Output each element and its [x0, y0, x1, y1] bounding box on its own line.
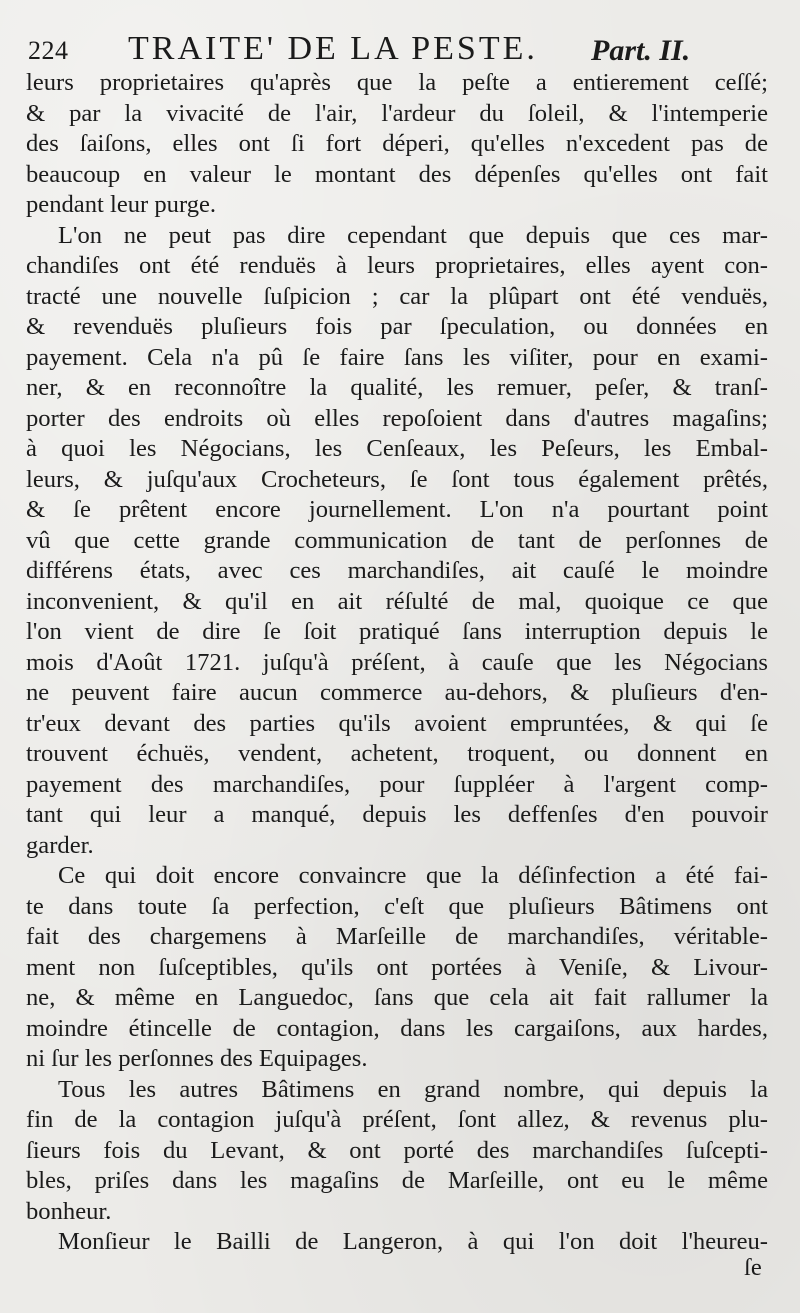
text-line: l'on vient de dire ſe ſoit pratiqué ſans interruption depuis le — [26, 618, 768, 645]
text-line: beaucoup en valeur le montant des dépenſes qu'elles ont fait — [26, 160, 768, 188]
text-line: L'on ne peut pas dire cependant que depuis que ces mar- — [58, 221, 768, 249]
text-line: porter des endroits où elles repoſoient dans d'autres magaſins; — [26, 404, 768, 432]
body-text — [26, 68, 768, 1258]
text-line: & revenduës pluſieurs fois par ſpeculation, ou données en — [26, 313, 768, 340]
text-line: tant qui leur a manqué, depuis les deffenſes d'en pouvoir — [26, 801, 768, 828]
text-line: chandiſes ont été renduës à leurs proprietaires, elles ayent con- — [26, 252, 768, 279]
text-line: payement. Cela n'a pû ſe faire ſans les viſiter, pour en exami- — [26, 343, 768, 371]
catchword: ſe — [744, 1254, 762, 1281]
text-line: mois d'Août 1721. juſqu'à préſent, à cauſe que les Négocians — [26, 648, 768, 676]
text-line: ner, & en reconnoître la qualité, les remuer, peſer, & tranſ- — [26, 374, 768, 401]
text-line: ne peuvent faire aucun commerce au-dehors, & pluſieurs d'en- — [26, 679, 768, 706]
page-header — [28, 30, 773, 70]
text-line: pendant leur purge. — [26, 191, 217, 218]
text-line: ment non ſuſceptibles, qu'ils ont portées à Veniſe, & Livour- — [26, 953, 768, 981]
text-line: ni ſur les perſonnes des Equipages. — [26, 1045, 368, 1072]
text-line: tr'eux devant des parties qu'ils avoient empruntées, & qui ſe — [26, 709, 768, 737]
text-line: ſieurs fois du Levant, & ont porté des marchandiſes ſuſcepti- — [26, 1136, 768, 1164]
text-line: payement des marchandiſes, pour ſuppléer à l'argent comp- — [26, 770, 768, 798]
text-line: Ce qui doit encore convaincre que la déſinfection a été fai- — [58, 862, 768, 889]
text-line: & par la vivacité de l'air, l'ardeur du ſoleil, & l'intemperie — [26, 99, 768, 127]
text-line: des ſaiſons, elles ont ſi fort déperi, qu'elles n'excedent pas de — [26, 130, 768, 157]
text-line: fait des chargemens à Marſeille de marchandiſes, véritable- — [26, 923, 768, 950]
page-number: 224 — [28, 36, 69, 65]
text-line: ne, & même en Languedoc, ſans que cela ait fait rallumer la — [26, 984, 768, 1011]
text-line: leurs, & juſqu'aux Crocheteurs, ſe ſont tous également prêtés, — [26, 465, 768, 493]
text-line: vû que cette grande communication de tant de perſonnes de — [26, 526, 768, 554]
text-line: bles, priſes dans les magaſins de Marſeille, ont eu le même — [26, 1167, 768, 1194]
text-line: trouvent échuës, vendent, achetent, troquent, ou donnent en — [26, 740, 768, 767]
text-line: leurs proprietaires qu'après que la peſte a entierement ceſſé; — [26, 69, 768, 96]
text-line: différens états, avec ces marchandiſes, ait cauſé le moindre — [26, 557, 768, 584]
text-line: à quoi les Négocians, les Cenſeaux, les Peſeurs, les Embal- — [26, 435, 768, 462]
text-line: Tous les autres Bâtimens en grand nombre, qui depuis la — [58, 1075, 768, 1103]
text-line: bonheur. — [26, 1197, 112, 1225]
text-line: inconvenient, & qu'il en ait réſulté de mal, quoique ce que — [26, 587, 768, 615]
text-line: moindre étincelle de contagion, dans les cargaiſons, aux hardes, — [26, 1014, 768, 1042]
text-line: tracté une nouvelle ſuſpicion ; car la plûpart ont été venduës, — [26, 282, 768, 310]
text-line: fin de la contagion juſqu'à préſent, ſont allez, & revenus plu- — [26, 1106, 768, 1133]
text-line: Monſieur le Bailli de Langeron, à qui l'on doit l'heureu- — [58, 1228, 768, 1255]
text-line: garder. — [26, 831, 94, 859]
text-line: & ſe prêtent encore journellement. L'on n'a pourtant point — [26, 496, 768, 523]
text-line: te dans toute ſa perfection, c'eſt que pluſieurs Bâtimens ont — [26, 892, 768, 920]
running-part: Part. II. — [591, 34, 691, 67]
running-title: TRAITE' DE LA PESTE. — [128, 30, 538, 67]
